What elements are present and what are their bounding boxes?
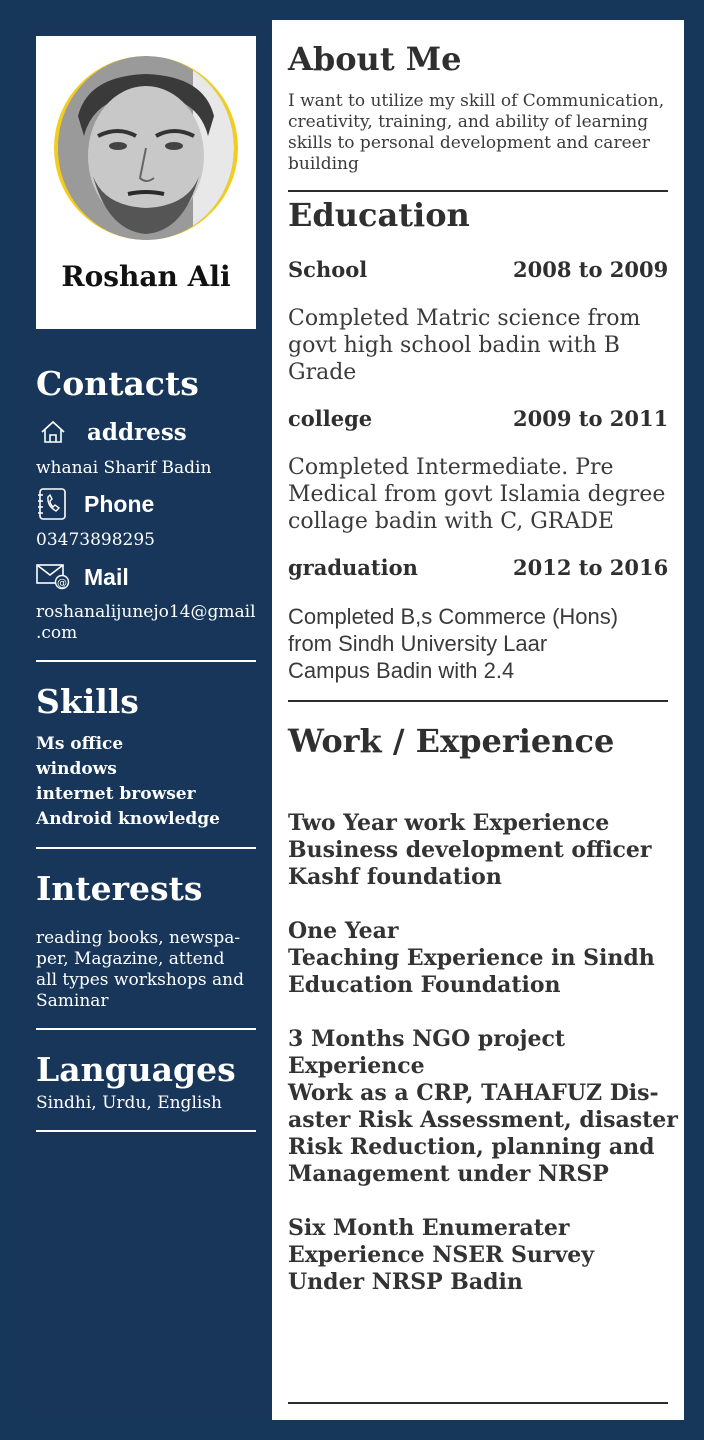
address-label: address bbox=[87, 419, 187, 446]
interests-line: Saminar bbox=[36, 991, 109, 1011]
work-line: Kashf foundation bbox=[288, 864, 502, 890]
education-title: Education bbox=[288, 196, 470, 234]
about-title: About Me bbox=[288, 40, 462, 78]
phone-label: Phone bbox=[84, 491, 155, 517]
work-line: Under NRSP Badin bbox=[288, 1269, 523, 1295]
work-line: Management under NRSP bbox=[288, 1161, 609, 1187]
education-years: 2009 to 2011 bbox=[513, 406, 669, 431]
divider bbox=[288, 1402, 668, 1404]
svg-text:@: @ bbox=[57, 578, 67, 589]
phone-value: 03473898295 bbox=[36, 530, 155, 550]
languages-title: Languages bbox=[36, 1050, 236, 1089]
profile-name: Roshan Ali bbox=[61, 260, 231, 293]
work-line: Education Foundation bbox=[288, 972, 561, 998]
work-line: One Year bbox=[288, 918, 399, 944]
education-line: Completed B,s Commerce (Hons) bbox=[288, 604, 619, 629]
work-title: Work / Experience bbox=[288, 722, 615, 760]
education-description bbox=[288, 305, 640, 386]
portrait-illustration bbox=[58, 56, 234, 240]
work-line: Teaching Experience in Sindh bbox=[288, 945, 655, 971]
work-line: Two Year work Experience bbox=[288, 810, 610, 836]
interests-text bbox=[36, 928, 244, 1012]
divider bbox=[36, 1028, 256, 1030]
divider bbox=[288, 700, 668, 702]
languages-value: Sindhi, Urdu, English bbox=[36, 1093, 222, 1113]
education-line: govt high school badin with B bbox=[288, 333, 620, 358]
work-line: aster Risk Assessment, disaster bbox=[288, 1107, 678, 1133]
interests-title: Interests bbox=[36, 869, 203, 908]
about-line: skills to personal development and career bbox=[288, 133, 650, 153]
work-entry bbox=[288, 918, 655, 999]
education-label: college bbox=[288, 406, 373, 431]
about-text bbox=[288, 91, 664, 175]
mail-value bbox=[36, 602, 256, 644]
work-line: Business development officer bbox=[288, 837, 652, 863]
work-entry bbox=[288, 810, 652, 891]
home-icon bbox=[38, 418, 68, 450]
divider bbox=[36, 847, 256, 849]
phone-book-icon bbox=[36, 486, 68, 526]
divider bbox=[288, 190, 668, 192]
work-line: 3 Months NGO project bbox=[288, 1026, 566, 1052]
work-line: Experience NSER Survey bbox=[288, 1242, 595, 1268]
skill-item: Ms office bbox=[36, 734, 124, 754]
mail-value-line: .com bbox=[36, 623, 78, 643]
education-line: Completed Matric science from bbox=[288, 306, 641, 331]
divider bbox=[36, 660, 256, 662]
education-line: Medical from govt Islamia degree bbox=[288, 482, 666, 507]
education-label: School bbox=[288, 257, 368, 282]
interests-line: per, Magazine, attend bbox=[36, 949, 225, 969]
work-entry bbox=[288, 1215, 594, 1296]
mail-icon bbox=[35, 562, 71, 594]
work-line: Work as a CRP, TAHAFUZ Dis- bbox=[288, 1080, 659, 1106]
education-line: Campus Badin with 2.4 bbox=[288, 658, 515, 683]
skill-item: Android knowledge bbox=[36, 809, 220, 829]
education-years: 2008 to 2009 bbox=[513, 257, 669, 282]
skills-list bbox=[36, 732, 220, 832]
skills-title: Skills bbox=[36, 682, 139, 721]
education-line: collage badin with C, GRADE bbox=[288, 509, 614, 534]
divider bbox=[36, 1130, 256, 1132]
education-years: 2012 to 2016 bbox=[513, 555, 669, 580]
skill-item: internet browser bbox=[36, 784, 196, 804]
contacts-title: Contacts bbox=[36, 364, 199, 403]
interests-line: reading books, newspa- bbox=[36, 928, 241, 948]
work-entry bbox=[288, 1026, 678, 1188]
work-line: Risk Reduction, planning and bbox=[288, 1134, 655, 1160]
education-description bbox=[288, 603, 618, 684]
education-label: graduation bbox=[288, 555, 418, 580]
skill-item: windows bbox=[36, 759, 117, 779]
profile-photo-ring bbox=[54, 56, 238, 240]
education-description bbox=[288, 454, 665, 535]
mail-label: Mail bbox=[84, 564, 129, 590]
about-line: I want to utilize my skill of Communication, bbox=[288, 91, 665, 111]
education-line: from Sindh University Laar bbox=[288, 631, 548, 656]
address-value: whanai Sharif Badin bbox=[36, 458, 212, 478]
about-line: creativity, training, and ability of learning bbox=[288, 112, 649, 132]
work-line: Experience bbox=[288, 1053, 425, 1079]
about-line: building bbox=[288, 154, 359, 174]
interests-line: all types workshops and bbox=[36, 970, 245, 990]
education-line: Grade bbox=[288, 360, 357, 385]
work-line: Six Month Enumerater bbox=[288, 1215, 570, 1241]
mail-value-line: roshanalijunejo14@gmail bbox=[36, 602, 256, 622]
profile-photo bbox=[58, 56, 234, 240]
education-line: Completed Intermediate. Pre bbox=[288, 455, 614, 480]
